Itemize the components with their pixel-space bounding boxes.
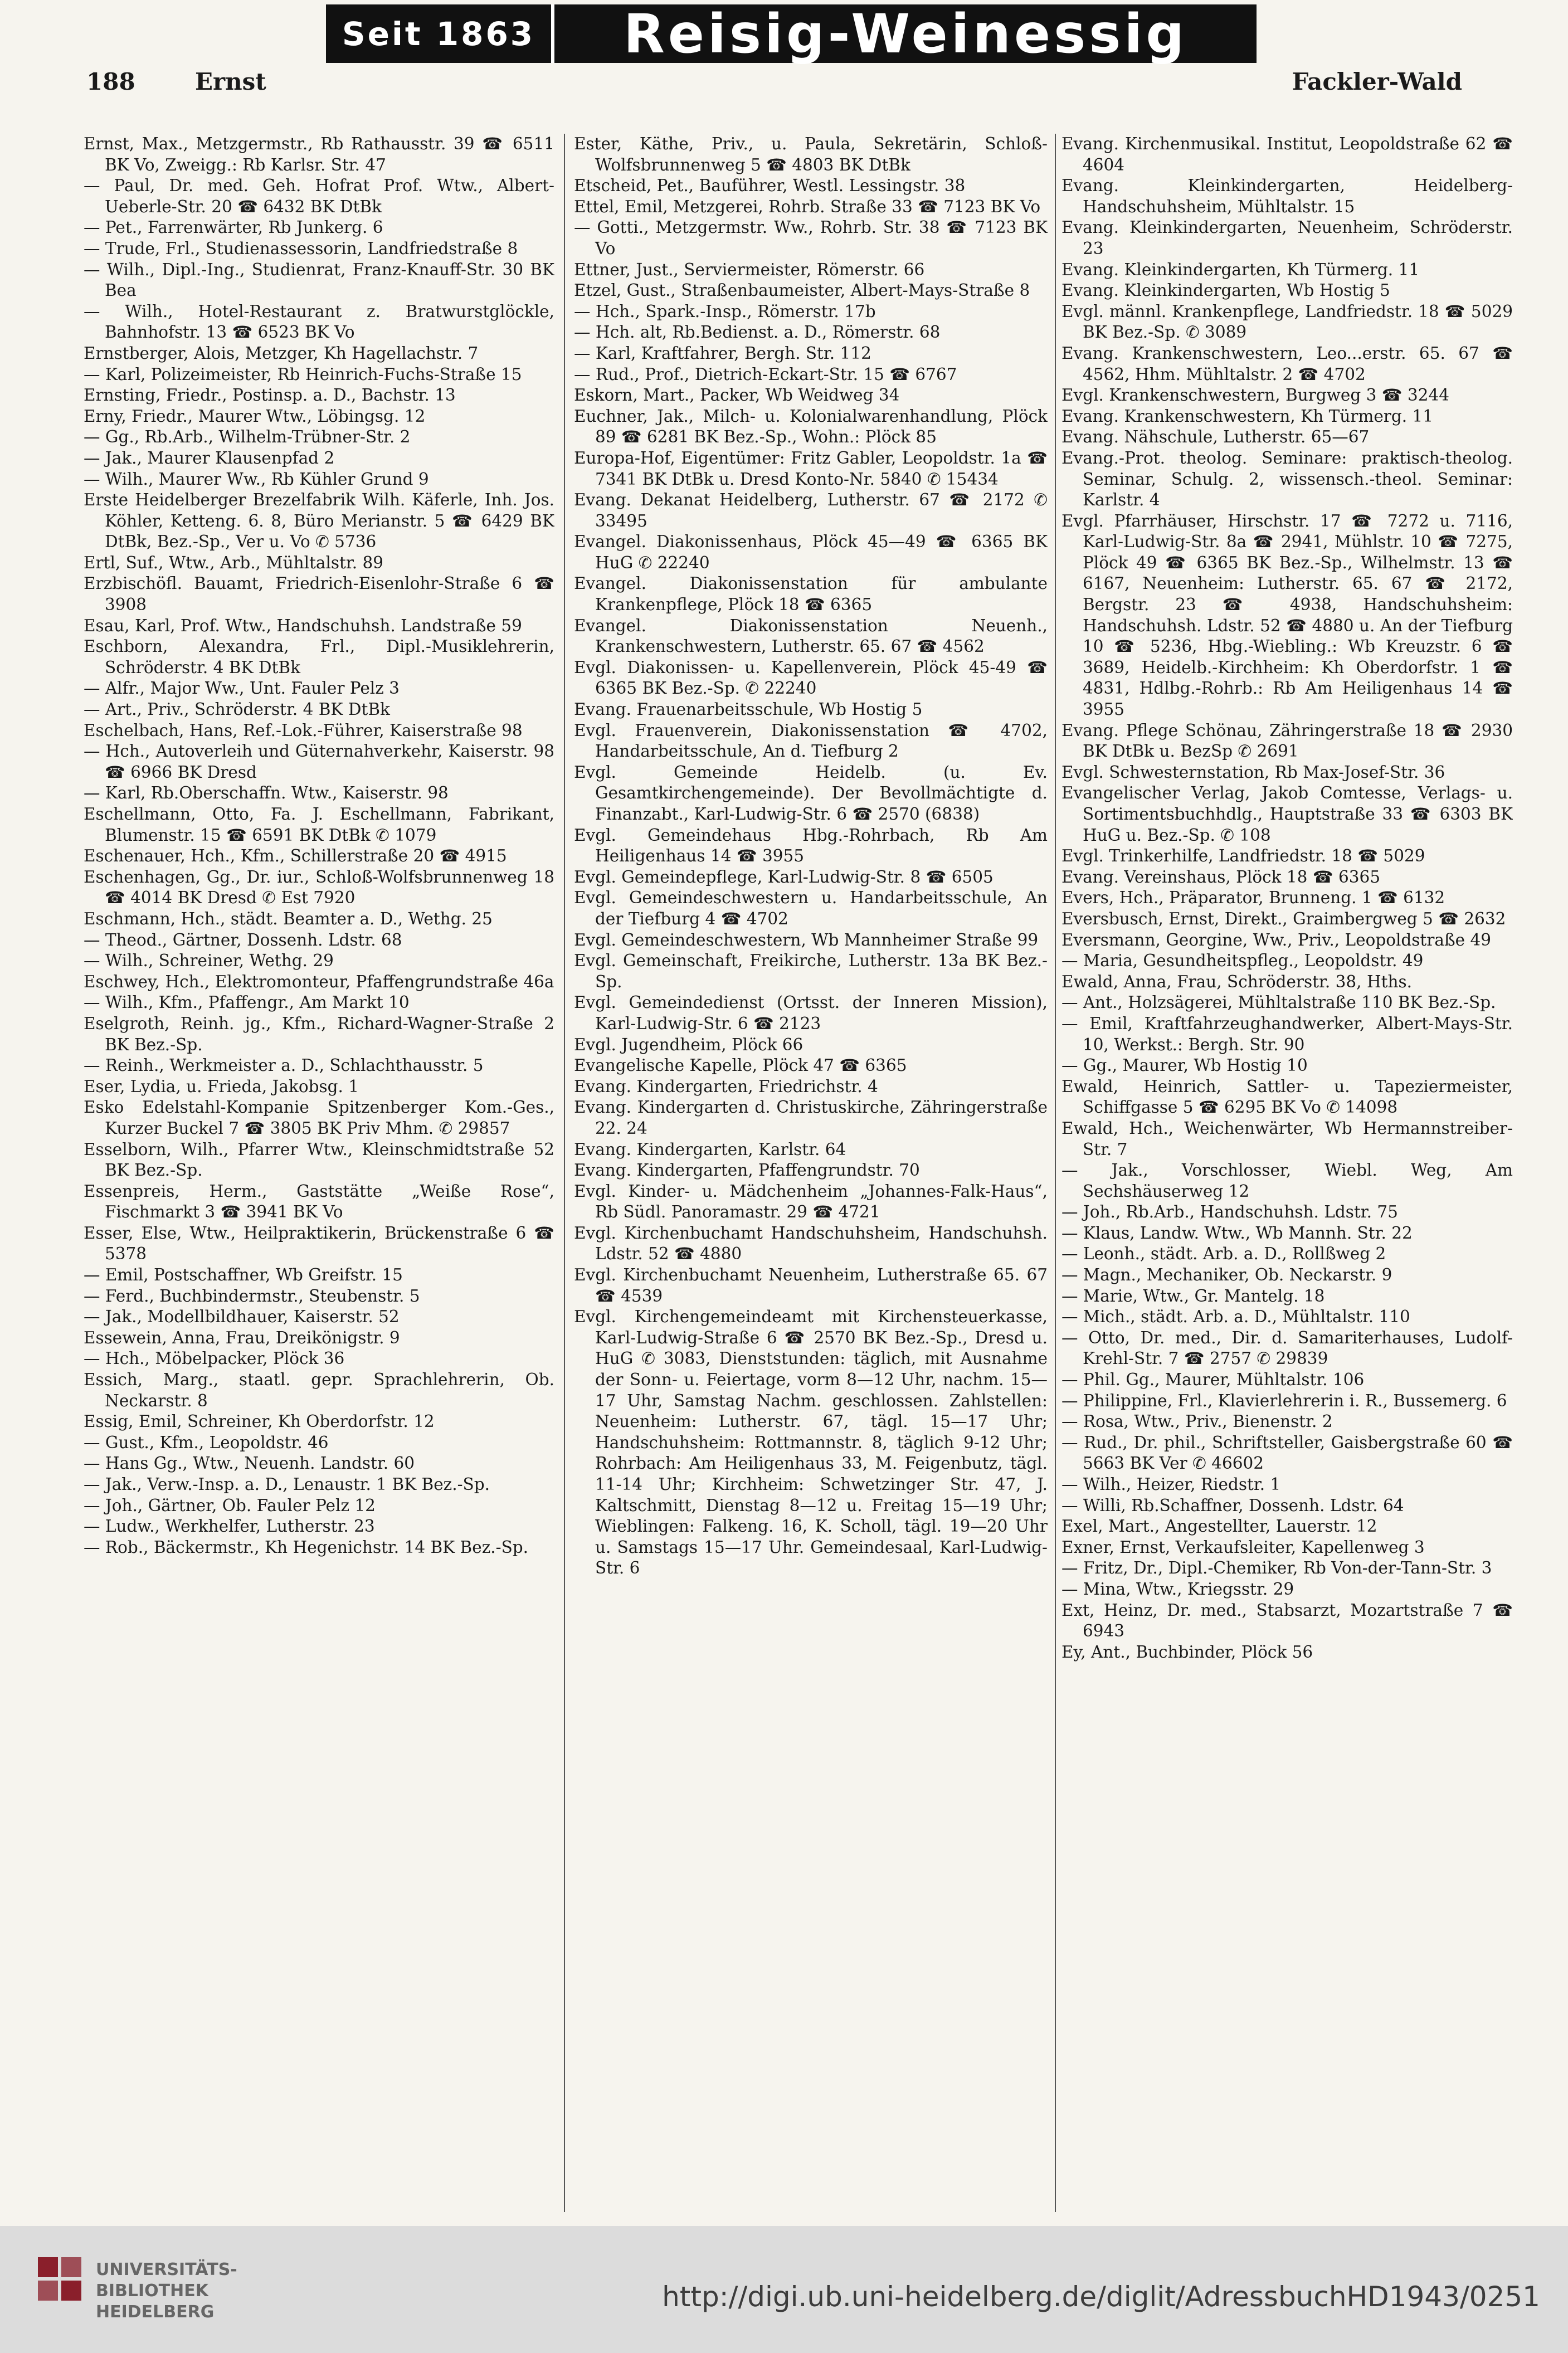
directory-entry: Evgl. männl. Krankenpflege, Landfriedstr. 18 ☎ 5029 BK Bez.-Sp. ✆ 3089 (1061, 301, 1513, 342)
directory-entry: — Ferd., Buchbindermstr., Steubenstr. 5 (84, 1286, 420, 1305)
directory-entry: Evang. Krankenschwestern, Kh Türmerg. 11 (1061, 406, 1434, 426)
directory-entry: — Emil, Kraftfahrzeughandwerker, Albert-Mays-Str. 10, Werkst.: Bergh. Str. 90 (1061, 1014, 1513, 1054)
directory-entry: Exner, Ernst, Verkaufsleiter, Kapellenweg 3 (1061, 1537, 1425, 1557)
directory-entry: Ettel, Emil, Metzgerei, Rohrb. Straße 33 ☎ 7123 BK Vo (574, 197, 1041, 216)
directory-entry: Ewald, Hch., Weichenwärter, Wb Hermannstreiber-Str. 7 (1061, 1118, 1513, 1159)
directory-entry: Ernstberger, Alois, Metzger, Kh Hagellachstr. 7 (84, 343, 479, 363)
footer-bar (0, 2226, 1568, 2353)
directory-entry: Europa-Hof, Eigentümer: Fritz Gabler, Leopoldstr. 1a ☎ 7341 BK DtBk u. Dresd Konto-Nr. 5840 ✆ 15434 (574, 448, 1048, 489)
directory-entry: Esser, Else, Wtw., Heilpraktikerin, Brückenstraße 6 ☎ 5378 (84, 1223, 554, 1264)
advertising-banner (326, 4, 1257, 63)
directory-entry: Evang. Nähschule, Lutherstr. 65—67 (1061, 427, 1370, 447)
directory-entry: — Rud., Dr. phil., Schriftsteller, Gaisbergstraße 60 ☎ 5663 BK Ver ✆ 46602 (1061, 1433, 1513, 1473)
directory-entry: Essig, Emil, Schreiner, Kh Oberdorfstr. 12 (84, 1412, 435, 1431)
directory-entry: — Gotti., Metzgermstr. Ww., Rohrb. Str. 38 ☎ 7123 BK Vo (574, 218, 1048, 258)
directory-entry: — Willi, Rb.Schaffner, Dossenh. Ldstr. 64 (1061, 1495, 1404, 1515)
directory-entry: Eschborn, Alexandra, Frl., Dipl.-Musiklehrerin, Schröderstr. 4 BK DtBk (84, 637, 554, 677)
directory-entry: — Otto, Dr. med., Dir. d. Samariterhauses, Ludolf-Krehl-Str. 7 ☎ 2757 ✆ 29839 (1061, 1328, 1513, 1368)
directory-entry: Evang.-Prot. theolog. Seminare: praktisch-theolog. Seminar, Schulg. 2, wissensch.-theol. Seminar: Karlstr. 4 (1061, 448, 1513, 510)
directory-entry: Esselborn, Wilh., Pfarrer Wtw., Kleinschmidtstraße 52 BK Bez.-Sp. (84, 1139, 554, 1180)
directory-entry: Evang. Kindergarten, Karlstr. 64 (574, 1139, 846, 1159)
directory-entry: Ewald, Anna, Frau, Schröderstr. 38, Hths. (1061, 972, 1413, 991)
directory-entry: — Hch., Spark.-Insp., Römerstr. 17b (574, 301, 876, 321)
directory-entry: Ester, Käthe, Priv., u. Paula, Sekretärin, Schloß-Wolfsbrunnenweg 5 ☎ 4803 BK DtBk (574, 134, 1048, 174)
directory-entry: — Maria, Gesundheitspfleg., Leopoldstr. 49 (1061, 951, 1424, 971)
directory-entry: Evers, Hch., Präparator, Brunneng. 1 ☎ 6132 (1061, 888, 1445, 908)
directory-entry: Evang. Kleinkindergarten, Kh Türmerg. 11 (1061, 260, 1420, 279)
library-name-line: HEIDELBERG (96, 2302, 215, 2322)
directory-entry: Evgl. Schwesternstation, Rb Max-Josef-Str. 36 (1061, 762, 1445, 782)
directory-entry: — Theod., Gärtner, Dossenh. Ldstr. 68 (84, 930, 402, 949)
directory-entry: — Hch., Möbelpacker, Plöck 36 (84, 1349, 345, 1368)
directory-entry: — Gg., Rb.Arb., Wilhelm-Trübner-Str. 2 (84, 427, 411, 447)
directory-entry: Evang. Kleinkindergarten, Wb Hostig 5 (1061, 281, 1390, 300)
running-head-left: Ernst (195, 68, 266, 95)
directory-entry: — Karl, Polizeimeister, Rb Heinrich-Fuchs-Straße 15 (84, 364, 522, 384)
directory-entry: Evangel. Diakonissenstation für ambulante Krankenpflege, Plöck 18 ☎ 6365 (574, 574, 1048, 615)
directory-entry: — Art., Priv., Schröderstr. 4 BK DtBk (84, 700, 390, 719)
directory-entry: Evgl. Kirchengemeindeamt mit Kirchensteuerkasse, Karl-Ludwig-Straße 6 ☎ 2570 BK Bez.-Sp., Dresd u. HuG ✆ 3083, Dienststunden: täglich, mit Ausnahme der Sonn- u. Feiertage, vorm 8—12 Uhr, nachm. 15—17 Uhr, Samstag Nachm. geschlossen. Zahlstellen: Neuenheim: Lutherstr. 67, tägl. 15—17 Uhr; Handschuhsheim: Rottmannstr. 8, täglich 9-12 Uhr; Rohrbach: Am Heiligenhaus 33, M. Feigenbutz, tägl. 11-14 Uhr; Kirchheim: Schwetzinger Str. 47, J. Kaltschmitt, Dienstag 8—12 u. Freitag 15—19 Uhr; Wieblingen: Falkeng. 16, K. Scholl, tägl. 19—20 Uhr u. Samstags 15—17 Uhr. Gemeindesaal, Karl-Ludwig-Str. 6 (574, 1307, 1048, 1578)
directory-entry: Eversbusch, Ernst, Direkt., Graimbergweg 5 ☎ 2632 (1061, 909, 1506, 928)
directory-entry: Erzbischöfl. Bauamt, Friedrich-Eisenlohr-Straße 6 ☎ 3908 (84, 574, 554, 615)
directory-entry: Evgl. Gemeindepflege, Karl-Ludwig-Str. 8 ☎ 6505 (574, 867, 994, 886)
directory-entry: — Gust., Kfm., Leopoldstr. 46 (84, 1433, 329, 1452)
directory-entry: Exel, Mart., Angestellter, Lauerstr. 12 (1061, 1517, 1377, 1536)
directory-entry: Evgl. Gemeinde Heidelb. (u. Ev. Gesamtkirchengemeinde). Der Bevollmächtigte d. Finanzabt., Karl-Ludwig-Str. 6 ☎ 2570 (6838) (574, 762, 1048, 824)
directory-entry: Eschmann, Hch., städt. Beamter a. D., Wethg. 25 (84, 909, 493, 928)
directory-entry: — Gg., Maurer, Wb Hostig 10 (1061, 1056, 1308, 1075)
directory-entry: Evangelischer Verlag, Jakob Comtesse, Verlags- u. Sortimentsbuchhdlg., Hauptstraße 33 ☎ 6303 BK HuG u. Bez.-Sp. ✆ 108 (1061, 783, 1513, 845)
directory-entry: — Reinh., Werkmeister a. D., Schlachthausstr. 5 (84, 1056, 484, 1075)
directory-entry: Essich, Marg., staatl. gepr. Sprachlehrerin, Ob. Neckarstr. 8 (84, 1370, 554, 1410)
directory-entry: Euchner, Jak., Milch- u. Kolonialwarenhandlung, Plöck 89 ☎ 6281 BK Bez.-Sp., Wohn.: Plöck 85 (574, 406, 1048, 447)
directory-entry: Evgl. Jugendheim, Plöck 66 (574, 1035, 804, 1054)
directory-entry: — Jak., Maurer Klausenpfad 2 (84, 448, 335, 467)
directory-entry: — Wilh., Heizer, Riedstr. 1 (1061, 1475, 1281, 1494)
directory-entry: Evang. Dekanat Heidelberg, Lutherstr. 67 ☎ 2172 ✆ 33495 (574, 490, 1048, 530)
directory-entry: Evgl. Kirchenbuchamt Neuenheim, Lutherstraße 65. 67 ☎ 4539 (574, 1265, 1048, 1305)
column-3 (1061, 134, 1513, 2212)
directory-entry: Eschenauer, Hch., Kfm., Schillerstraße 20 ☎ 4915 (84, 846, 507, 866)
library-name (96, 2259, 237, 2323)
directory-entry: — Mich., städt. Arb. a. D., Mühltalstr. 110 (1061, 1307, 1410, 1327)
directory-entry: Evgl. Gemeindeschwestern u. Handarbeitsschule, An der Tiefburg 4 ☎ 4702 (574, 888, 1048, 928)
directory-entry: — Emil, Postschaffner, Wb Greifstr. 15 (84, 1265, 403, 1285)
directory-entry: — Jak., Vorschlosser, Wiebl. Weg, Am Sechshäuserweg 12 (1061, 1161, 1513, 1201)
directory-entry: Esko Edelstahl-Kompanie Spitzenberger Kom.-Ges., Kurzer Buckel 7 ☎ 3805 BK Priv Mhm. ✆ 29857 (84, 1098, 554, 1138)
directory-entry: Ettner, Just., Serviermeister, Römerstr. 66 (574, 260, 925, 279)
directory-entry: Ernsting, Friedr., Postinsp. a. D., Bachstr. 13 (84, 386, 456, 405)
directory-entry: Eschenhagen, Gg., Dr. iur., Schloß-Wolfsbrunnenweg 18 ☎ 4014 BK Dresd ✆ Est 7920 (84, 867, 554, 908)
directory-entry: Eschellmann, Otto, Fa. J. Eschellmann, Fabrikant, Blumenstr. 15 ☎ 6591 BK DtBk ✆ 1079 (84, 805, 554, 845)
directory-entry: Ernst, Max., Metzgermstr., Rb Rathausstr. 39 ☎ 6511 BK Vo, Zweigg.: Rb Karlsr. Str. 47 (84, 134, 554, 174)
library-name-line: UNIVERSITÄTS- (96, 2260, 237, 2279)
directory-entry: Evgl. Pfarrhäuser, Hirschstr. 17 ☎ 7272 u. 7116, Karl-Ludwig-Str. 8a ☎ 2941, Mühlstr. 10 ☎ 7275, Plöck 49 ☎ 6365 BK Bez.-Sp., Wilhelmstr. 13 ☎ 6167, Neuenheim: Lutherstr. 65. 67 ☎ 2172, Bergstr. 23 ☎ 4938, Handschuhsheim: Handschuhsh. Ldstr. 52 ☎ 4880 u. An der Tiefburg 10 ☎ 5236, Hbg.-Wiebling.: Wb Kreuzstr. 6 ☎ 3689, Heidelb.-Kirchheim: Kh Oberdorfstr. 1 ☎ 4831, Hdlbg.-Rohrb.: Rb Am Heiligenhaus 14 ☎ 3955 (1061, 511, 1513, 719)
directory-entry: — Mina, Wtw., Kriegsstr. 29 (1061, 1579, 1294, 1599)
directory-entry: — Hch., Autoverleih und Güternahverkehr, Kaiserstr. 98 ☎ 6966 BK Dresd (84, 742, 554, 782)
directory-entry: Ext, Heinz, Dr. med., Stabsarzt, Mozartstraße 7 ☎ 6943 (1061, 1600, 1513, 1641)
directory-entry: Evang. Vereinshaus, Plöck 18 ☎ 6365 (1061, 867, 1381, 886)
directory-entry: Evgl. Kirchenbuchamt Handschuhsheim, Handschuhsh. Ldstr. 52 ☎ 4880 (574, 1223, 1048, 1264)
directory-entry: — Hans Gg., Wtw., Neuenh. Landstr. 60 (84, 1454, 415, 1473)
directory-entry: Evang. Pflege Schönau, Zähringerstraße 18 ☎ 2930 BK DtBk u. BezSp ✆ 2691 (1061, 720, 1513, 761)
directory-entry: Evangel. Diakonissenhaus, Plöck 45—49 ☎ 6365 BK HuG ✆ 22240 (574, 532, 1048, 572)
directory-entry: Evgl. Diakonissen- u. Kapellenverein, Plöck 45-49 ☎ 6365 BK Bez.-Sp. ✆ 22240 (574, 657, 1048, 698)
directory-entry: — Marie, Wtw., Gr. Mantelg. 18 (1061, 1286, 1325, 1305)
directory-entry: Ertl, Suf., Wtw., Arb., Mühltalstr. 89 (84, 553, 384, 572)
directory-entry: Evang. Kirchenmusikal. Institut, Leopoldstraße 62 ☎ 4604 (1061, 134, 1513, 174)
directory-entry: Essewein, Anna, Frau, Dreikönigstr. 9 (84, 1328, 400, 1347)
directory-entry: — Alfr., Major Ww., Unt. Fauler Pelz 3 (84, 679, 400, 698)
running-head (84, 62, 1462, 101)
directory-entry: Evgl. Gemeindeschwestern, Wb Mannheimer Straße 99 (574, 930, 1039, 949)
directory-entry: — Joh., Rb.Arb., Handschuhsh. Ldstr. 75 (1061, 1202, 1398, 1222)
directory-entry: Evgl. Krankenschwestern, Burgweg 3 ☎ 3244 (1061, 386, 1449, 405)
directory-entry: — Klaus, Landw. Wtw., Wb Mannh. Str. 22 (1061, 1223, 1413, 1243)
directory-entry: — Pet., Farrenwärter, Rb Junkerg. 6 (84, 218, 383, 237)
directory-entry: — Wilh., Hotel-Restaurant z. Bratwurstglöckle, Bahnhofstr. 13 ☎ 6523 BK Vo (84, 301, 554, 342)
directory-entry: Eschwey, Hch., Elektromonteur, Pfaffengrundstraße 46a (84, 972, 554, 991)
directory-entry: Etzel, Gust., Straßenbaumeister, Albert-Mays-Straße 8 (574, 281, 1030, 300)
directory-entry: Evang. Kindergarten, Friedrichstr. 4 (574, 1076, 878, 1096)
directory-entry: Evang. Kindergarten d. Christuskirche, Zähringerstraße 22. 24 (574, 1098, 1048, 1138)
directory-entry: — Rosa, Wtw., Priv., Bienenstr. 2 (1061, 1412, 1333, 1431)
directory-entry: Etscheid, Pet., Bauführer, Westl. Lessingstr. 38 (574, 176, 966, 196)
directory-entry: Evang. Krankenschwestern, Leo...erstr. 65. 67 ☎ 4562, Hhm. Mühltalstr. 2 ☎ 4702 (1061, 343, 1513, 384)
directory-entry: Evang. Kleinkindergarten, Heidelberg-Handschuhsheim, Mühltalstr. 15 (1061, 176, 1513, 216)
directory-entry: Erste Heidelberger Brezelfabrik Wilh. Käferle, Inh. Jos. Köhler, Ketteng. 6. 8, Büro Merianstr. 5 ☎ 6429 BK DtBk, Bez.-Sp., Ver u. Vo ✆ 5736 (84, 490, 554, 552)
directory-entry: — Jak., Verw.-Insp. a. D., Lenaustr. 1 BK Bez.-Sp. (84, 1475, 490, 1494)
directory-entry: — Fritz, Dr., Dipl.-Chemiker, Rb Von-der-Tann-Str. 3 (1061, 1558, 1492, 1578)
page-number: 188 (86, 68, 135, 95)
directory-entry: — Wilh., Kfm., Pfaffengr., Am Markt 10 (84, 993, 410, 1012)
directory-entry: Eser, Lydia, u. Frieda, Jakobsg. 1 (84, 1076, 359, 1096)
directory-entry: Eskorn, Mart., Packer, Wb Weidweg 34 (574, 386, 900, 405)
directory-entry: Eschelbach, Hans, Ref.-Lok.-Führer, Kaiserstraße 98 (84, 720, 523, 740)
directory-entry: — Philippine, Frl., Klavierlehrerin i. R., Bussemerg. 6 (1061, 1391, 1507, 1410)
directory-entry: Eversmann, Georgine, Ww., Priv., Leopoldstraße 49 (1061, 930, 1492, 949)
banner-brand: Reisig-Weinessig (623, 2, 1188, 65)
directory-entry: — Ant., Holzsägerei, Mühltalstraße 110 BK Bez.-Sp. (1061, 993, 1496, 1012)
directory-entry: — Karl, Rb.Oberschaffn. Wtw., Kaiserstr. 98 (84, 783, 449, 803)
column-1 (84, 134, 554, 2212)
directory-entry: Evangelische Kapelle, Plöck 47 ☎ 6365 (574, 1056, 907, 1075)
directory-entry: Evgl. Frauenverein, Diakonissenstation ☎ 4702, Handarbeitsschule, An d. Tiefburg 2 (574, 720, 1048, 761)
directory-entry: Ewald, Heinrich, Sattler- u. Tapeziermeister, Schiffgasse 5 ☎ 6295 BK Vo ✆ 14098 (1061, 1076, 1513, 1117)
column-2 (574, 134, 1048, 2212)
directory-entry: Evangel. Diakonissenstation Neuenh., Krankenschwestern, Lutherstr. 65. 67 ☎ 4562 (574, 616, 1048, 656)
directory-entry: Evgl. Gemeinschaft, Freikirche, Lutherstr. 13a BK Bez.-Sp. (574, 951, 1048, 991)
library-name-line: BIBLIOTHEK (96, 2281, 208, 2301)
directory-entry: Evgl. Trinkerhilfe, Landfriedstr. 18 ☎ 5029 (1061, 846, 1425, 866)
directory-entry: — Trude, Frl., Studienassessorin, Landfriedstraße 8 (84, 238, 518, 258)
directory-entry: — Wilh., Dipl.-Ing., Studienrat, Franz-Knauff-Str. 30 BK Bea (84, 260, 554, 300)
directory-entry: Evang. Kindergarten, Pfaffengrundstr. 70 (574, 1161, 920, 1180)
directory-entry: — Karl, Kraftfahrer, Bergh. Str. 112 (574, 343, 871, 363)
directory-entry: Esau, Karl, Prof. Wtw., Handschuhsh. Landstraße 59 (84, 616, 522, 635)
directory-entry: Evgl. Gemeindehaus Hbg.-Rohrbach, Rb Am Heiligenhaus 14 ☎ 3955 (574, 825, 1048, 866)
directory-entry: Ey, Ant., Buchbinder, Plöck 56 (1061, 1642, 1313, 1662)
directory-entry: Eselgroth, Reinh. jg., Kfm., Richard-Wagner-Straße 2 BK Bez.-Sp. (84, 1014, 554, 1054)
directory-entry: Erny, Friedr., Maurer Wtw., Löbingsg. 12 (84, 406, 426, 426)
source-url-link[interactable]: http://digi.ub.uni-heidelberg.de/diglit/AdressbuchHD1943/0251 (662, 2281, 1540, 2313)
directory-entry: Evgl. Kinder- u. Mädchenheim „Johannes-Falk-Haus“, Rb Südl. Panoramastr. 29 ☎ 4721 (574, 1181, 1048, 1222)
directory-entry: — Phil. Gg., Maurer, Mühltalstr. 106 (1061, 1370, 1365, 1390)
directory-entry: — Joh., Gärtner, Ob. Fauler Pelz 12 (84, 1495, 376, 1515)
directory-entry: — Rob., Bäckermstr., Kh Hegenichstr. 14 BK Bez.-Sp. (84, 1537, 529, 1557)
directory-entry: Evgl. Gemeindedienst (Ortsst. der Inneren Mission), Karl-Ludwig-Str. 6 ☎ 2123 (574, 993, 1048, 1033)
directory-entry: — Leonh., städt. Arb. a. D., Rollßweg 2 (1061, 1244, 1386, 1264)
directory-entry: Evang. Frauenarbeitsschule, Wb Hostig 5 (574, 700, 923, 719)
directory-entry: — Ludw., Werkhelfer, Lutherstr. 23 (84, 1517, 375, 1536)
directory-entry: — Paul, Dr. med. Geh. Hofrat Prof. Wtw., Albert-Ueberle-Str. 20 ☎ 6432 BK DtBk (84, 176, 554, 216)
column-divider (1055, 134, 1056, 2212)
directory-entry: Evang. Kleinkindergarten, Neuenheim, Schröderstr. 23 (1061, 218, 1513, 258)
column-divider (564, 134, 565, 2212)
directory-entry: — Wilh., Maurer Ww., Rb Kühler Grund 9 (84, 469, 429, 489)
directory-entry: — Rud., Prof., Dietrich-Eckart-Str. 15 ☎ 6767 (574, 364, 957, 384)
directory-entry: Essenpreis, Herm., Gaststätte „Weiße Rose“, Fischmarkt 3 ☎ 3941 BK Vo (84, 1181, 554, 1222)
library-logo-icon (33, 2252, 86, 2318)
directory-entry: — Jak., Modellbildhauer, Kaiserstr. 52 (84, 1307, 400, 1327)
running-head-right: Fackler-Wald (1292, 68, 1462, 95)
directory-entry: — Magn., Mechaniker, Ob. Neckarstr. 9 (1061, 1265, 1392, 1285)
directory-entry: — Wilh., Schreiner, Wethg. 29 (84, 951, 334, 971)
banner-since: Seit 1863 (326, 4, 554, 63)
directory-entry: — Hch. alt, Rb.Bedienst. a. D., Römerstr. 68 (574, 323, 941, 342)
